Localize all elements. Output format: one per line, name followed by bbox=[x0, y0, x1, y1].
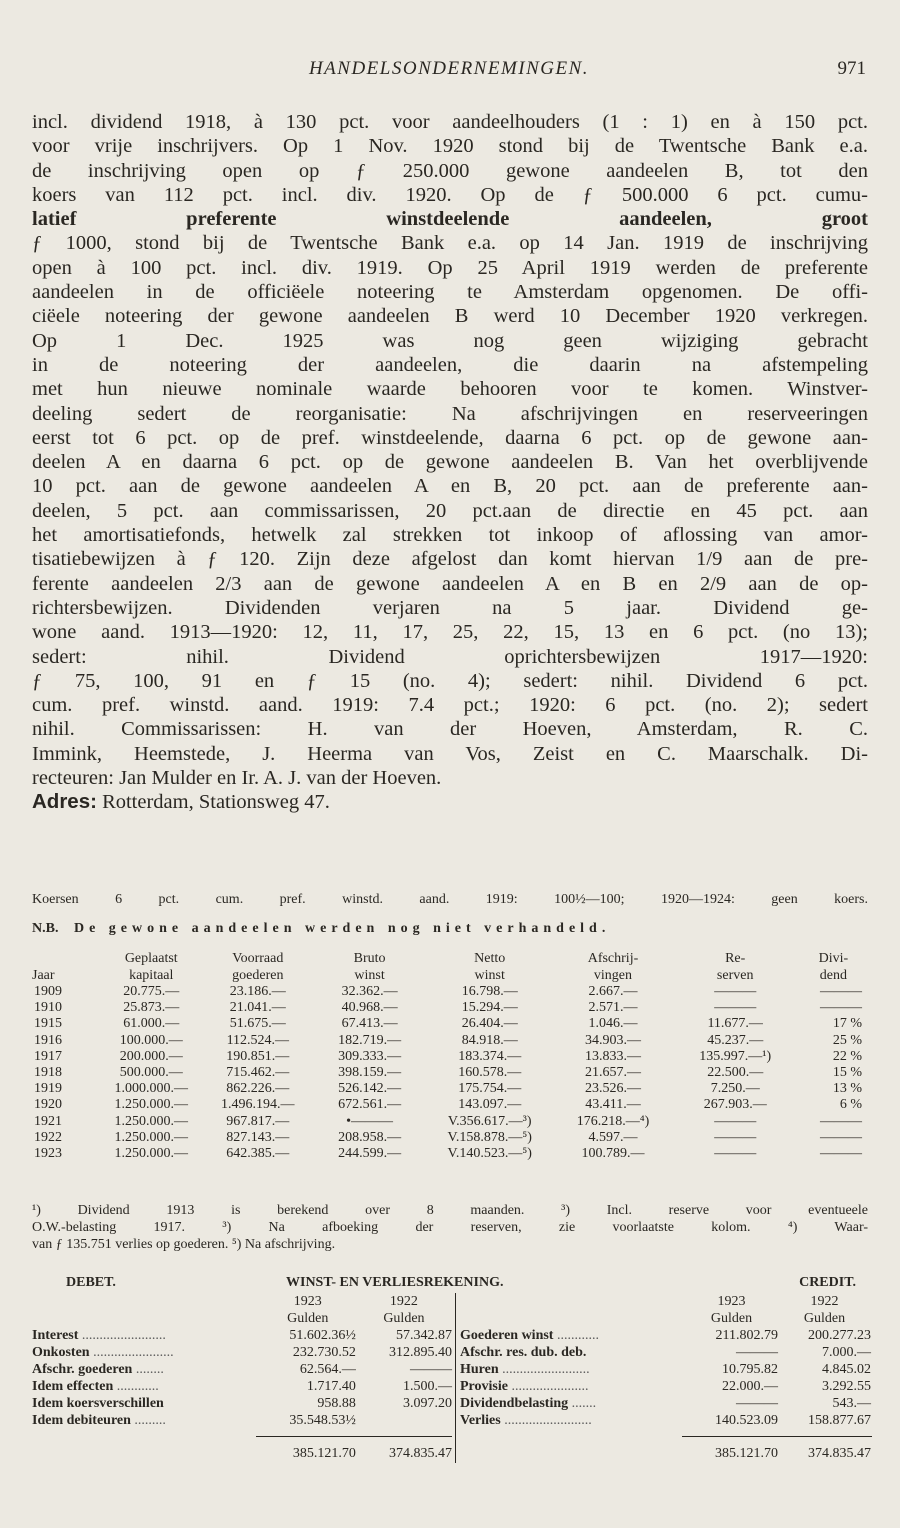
table-row: 1909 20.775.— 23.186.— 32.362.— 16.798.— 2.667.— ——— ——— bbox=[34, 984, 862, 999]
text-line: incl. dividend 1918, à 130 pct. voor aandeelhouders (1 : 1) en à 150 pct. bbox=[32, 111, 868, 133]
table-row: 1919 1.000.000.— 862.226.— 526.142.— 175.754.— 23.526.— 7.250.— 13 % bbox=[34, 1081, 862, 1097]
year-1923: 1923 bbox=[293, 1294, 322, 1309]
text-line: ciëele noteering der gewone aandeelen B werd 10 December 1920 verkregen. bbox=[32, 305, 868, 328]
running-title: HANDELSONDERNEMINGEN. bbox=[308, 58, 590, 79]
col-header-depreciation: Afschrij- vingen bbox=[587, 951, 639, 983]
text-line: open à 100 pct. incl. div. 1919. Op 25 April 1919 werden de preferente bbox=[32, 256, 868, 279]
text-line: voor vrije inschrijvers. Op 1 Nov. 1920 stond bij de Twentsche Bank e.a. bbox=[32, 135, 868, 158]
nb-label: N.B. bbox=[32, 921, 59, 936]
table-row: 1920 1.250.000.— 1.496.194.— 672.561.— 143.097.— 43.411.— 267.903.— 6 % bbox=[34, 1097, 862, 1113]
address-text: Rotterdam, Stationsweg 47. bbox=[102, 791, 330, 814]
credit-row: Verlies ......................... 140.523.09 158.877.67 bbox=[460, 1413, 871, 1428]
debet-row: Idem koersverschillen 958.88 3.097.20 bbox=[32, 1396, 452, 1411]
text-line: Op 1 Dec. 1925 was nog geen wijziging gebracht bbox=[32, 329, 868, 352]
footnote-line: O.W.-belasting 1917. ³) Na afboeking der reserven, zie voorlaatste kolom. ⁴) Waar- bbox=[32, 1220, 868, 1235]
table-body bbox=[28, 984, 870, 1162]
table-row: 1910 25.873.— 21.041.— 40.968.— 15.294.— 2.571.— ——— ——— bbox=[34, 1000, 862, 1016]
col-header-year: Jaar bbox=[32, 968, 55, 983]
debet-total-rule bbox=[256, 1436, 452, 1437]
credit-currency-row bbox=[460, 1310, 871, 1327]
debet-row: Idem effecten ............ 1.717.40 1.500.— bbox=[32, 1379, 452, 1394]
table-row: 1918 500.000.— 715.462.— 398.159.— 160.578.— 21.657.— 22.500.— 15 % bbox=[34, 1065, 862, 1081]
debet-total-1922: 374.835.47 bbox=[389, 1445, 452, 1461]
company-description bbox=[32, 110, 868, 815]
text-line: in de noteering der aandeelen, die daarin na afstempeling bbox=[32, 353, 868, 376]
credit-total-row bbox=[460, 1429, 871, 1463]
text-line: de inschrijving open op ƒ 250.000 gewone aandeelen B, tot den bbox=[32, 159, 868, 182]
col-header-gross-profit: Bruto winst bbox=[353, 951, 386, 983]
text-line: nihil. Commissarissen: H. van der Hoeven, Amsterdam, R. C. bbox=[32, 718, 868, 741]
address-label: Adres: bbox=[32, 790, 97, 814]
page-header bbox=[30, 58, 868, 86]
text-line: tisatiebewijzen à ƒ 120. Zijn deze afgelost dan komt hiervan 1/9 aan de pre- bbox=[32, 548, 868, 571]
credit-total-1923: 385.121.70 bbox=[715, 1445, 778, 1461]
credit-row: Dividendbelasting ....... ——— 543.— bbox=[460, 1396, 871, 1411]
year-1922: 1922 bbox=[389, 1294, 418, 1309]
statistics-table bbox=[28, 950, 870, 1162]
debet-side bbox=[32, 1293, 452, 1463]
col-header-reserves: Re- serven bbox=[716, 951, 754, 983]
credit-total-1922: 374.835.47 bbox=[808, 1445, 871, 1461]
debet-title: DEBET. bbox=[66, 1275, 116, 1290]
table-row: 1921 1.250.000.— 967.817.— •——— V.356.617.—³) 176.218.—⁴) ——— ——— bbox=[34, 1113, 862, 1129]
text-line: het amortisatiefonds, hetwelk zal strekken tot inkoop of aflossing van amor- bbox=[32, 524, 868, 547]
address-line bbox=[32, 790, 868, 814]
text-line: sedert: nihil. Dividend oprichtersbewijzen 1917—1920: bbox=[32, 645, 868, 668]
text-line: latief preferente winstdeelende aandeelen, groot bbox=[32, 208, 868, 231]
text-line: aandeelen in de officiëele noteering te Amsterdam opgenomen. De offi- bbox=[32, 281, 868, 304]
text-line: deelen, 5 pct. aan commissarissen, 20 pct.aan de directie en 45 pct. aan bbox=[32, 499, 868, 522]
year-1922: 1922 bbox=[810, 1294, 839, 1309]
text-line: eerst tot 6 pct. op de pref. winstdeelende, daarna 6 pct. op de gewone aan- bbox=[32, 426, 868, 449]
page-number: 971 bbox=[837, 58, 866, 79]
table-row: 1915 61.000.— 51.675.— 67.413.— 26.404.— 1.046.— 11.677.— 17 % bbox=[34, 1016, 862, 1032]
table-row: 1923 1.250.000.— 642.385.— 244.599.— V.140.523.—⁵) 100.789.— ——— ——— bbox=[34, 1146, 862, 1162]
text-line: met hun nieuwe nominale waarde behooren voor te komen. Winstver- bbox=[32, 378, 868, 401]
nb-line bbox=[32, 921, 868, 937]
text-line: Immink, Heemstede, J. Heerma van Vos, Zeist en C. Maarschalk. Di- bbox=[32, 742, 868, 765]
debet-row: Idem debiteuren ......... 35.548.53½ bbox=[32, 1413, 356, 1428]
text-line: richtersbewijzen. Dividenden verjaren na 5 jaar. Dividend ge- bbox=[32, 596, 868, 619]
col-header-net-profit: Netto winst bbox=[474, 951, 506, 983]
credit-row: Afschr. res. dub. deb. ——— 7.000.— bbox=[460, 1345, 871, 1360]
text-line: deelen A en daarna 6 pct. op de gewone aandeelen B. Van het overblijvende bbox=[32, 451, 868, 474]
footnote-line: van ƒ 135.751 verlies op goederen. ⁵) Na afschrijving. bbox=[32, 1237, 336, 1252]
col-header-capital: Geplaatst kapitaal bbox=[124, 951, 178, 983]
text-line: koers van 112 pct. incl. div. 1920. Op de ƒ 500.000 6 pct. cumu- bbox=[32, 183, 868, 206]
text-line: deeling sedert de reorganisatie: Na afschrijvingen en reserveeringen bbox=[32, 402, 868, 425]
debet-total-1923: 385.121.70 bbox=[292, 1445, 356, 1461]
currency-label: Gulden bbox=[803, 1311, 846, 1326]
table-row: 1922 1.250.000.— 827.143.— 208.958.— V.158.878.—⁵) 4.597.— ——— ——— bbox=[34, 1129, 862, 1145]
table-row: 1917 200.000.— 190.851.— 309.333.— 183.374.— 13.833.— 135.997.—¹) 22 % bbox=[34, 1048, 862, 1064]
credit-side bbox=[455, 1293, 875, 1463]
col-header-dividend: Divi- dend bbox=[818, 951, 849, 983]
account-title: WINST- EN VERLIESREKENING. bbox=[286, 1275, 504, 1290]
currency-label: Gulden bbox=[710, 1311, 753, 1326]
debet-total-row bbox=[32, 1429, 452, 1463]
debet-row: Onkosten ....................... 232.730.52 312.895.40 bbox=[32, 1345, 452, 1360]
debet-currency-row bbox=[32, 1310, 452, 1327]
credit-row: Goederen winst ............ 211.802.79 200.277.23 bbox=[460, 1328, 871, 1343]
text-line: cum. pref. winstd. aand. 1919: 7.4 pct.; 1920: 6 pct. (no. 2); sedert bbox=[32, 694, 868, 717]
text-line: ƒ 1000, stond bij de Twentsche Bank e.a. op 14 Jan. 1919 de inschrijving bbox=[32, 232, 868, 255]
credit-row: Provisie ...................... 22.000.— 3.292.55 bbox=[460, 1379, 871, 1394]
debet-year-row bbox=[32, 1293, 452, 1310]
credit-title: CREDIT. bbox=[799, 1275, 856, 1290]
credit-year-row bbox=[460, 1293, 871, 1310]
year-1923: 1923 bbox=[717, 1294, 746, 1309]
text-line: wone aand. 1913—1920: 12, 11, 17, 25, 22, 15, 13 en 6 pct. (no 13); bbox=[32, 621, 868, 644]
table-footnotes bbox=[32, 1202, 868, 1253]
text-line: 10 pct. aan de gewone aandeelen A en B, 20 pct. aan de preferente aan- bbox=[32, 475, 868, 498]
credit-row: Huren ......................... 10.795.82 4.845.02 bbox=[460, 1362, 871, 1377]
table-row: 1916 100.000.— 112.524.— 182.719.— 84.918.— 34.903.— 45.237.— 25 % bbox=[34, 1032, 862, 1048]
table-header-row bbox=[28, 950, 870, 984]
koersen-line: Koersen 6 pct. cum. pref. winstd. aand. 1919: 100½—100; 1920—1924: geen koers. bbox=[32, 892, 868, 907]
text-line: ferente aandeelen 2/3 aan de gewone aandeelen A en B en 2/9 aan de op- bbox=[32, 572, 868, 595]
nb-text: De gewone aandeelen werden nog niet verhandeld. bbox=[73, 921, 611, 936]
footnote-line: ¹) Dividend 1913 is berekend over 8 maanden. ³) Incl. reserve voor eventueele bbox=[32, 1203, 868, 1218]
currency-label: Gulden bbox=[383, 1311, 425, 1326]
credit-total-rule bbox=[682, 1436, 872, 1437]
text-line: recteuren: Jan Mulder en Ir. A. J. van der Hoeven. bbox=[32, 767, 442, 790]
debet-row: Interest ........................ 51.602.36½ 57.342.87 bbox=[32, 1328, 452, 1343]
debet-row: Afschr. goederen ........ 62.564.— ——— bbox=[32, 1362, 452, 1377]
currency-label: Gulden bbox=[287, 1311, 329, 1326]
col-header-stock: Voorraad goederen bbox=[232, 951, 284, 983]
text-line: ƒ 75, 100, 91 en ƒ 15 (no. 4); sedert: nihil. Dividend 6 pct. bbox=[32, 669, 868, 692]
